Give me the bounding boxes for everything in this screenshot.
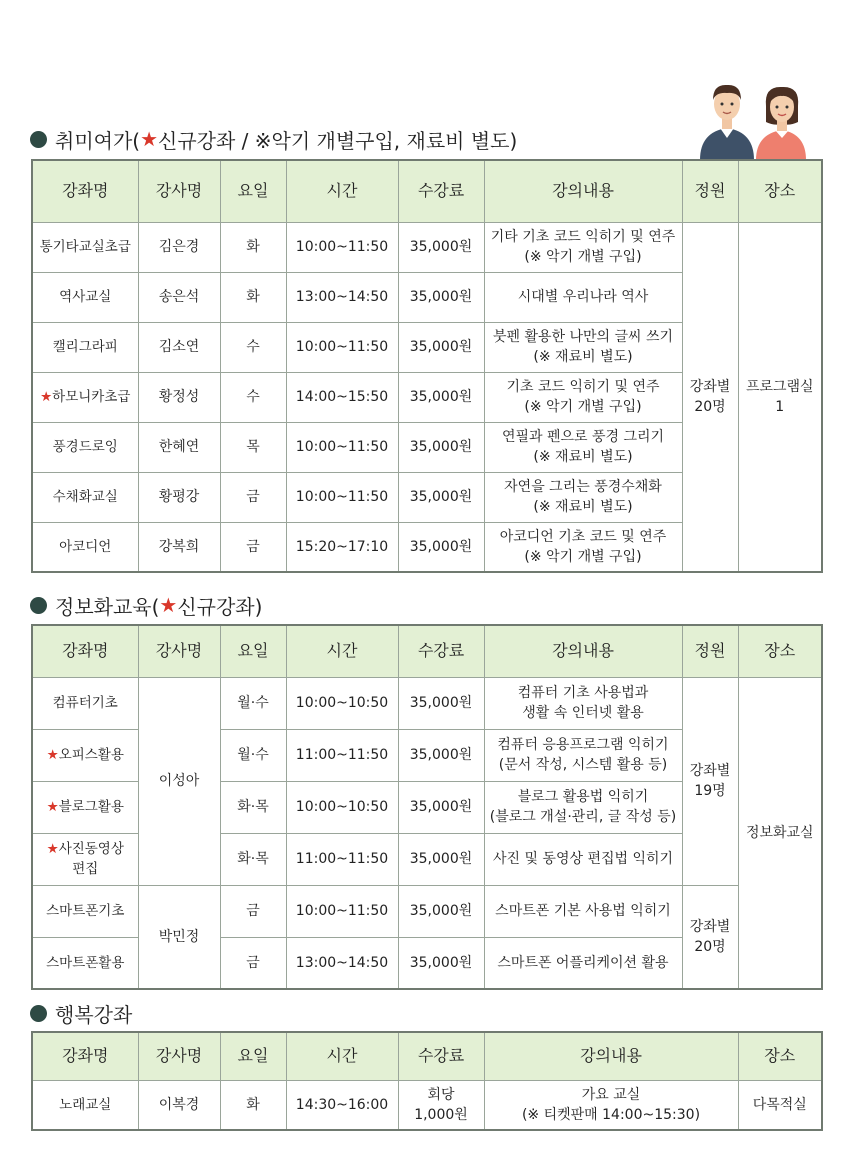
content-line1: 사진 및 동영상 편집법 익히기 (492, 851, 674, 867)
course-name (32, 677, 138, 729)
star-icon: ★ (46, 841, 59, 857)
course-name (32, 937, 138, 989)
capacity-line2: 20명 (694, 398, 726, 415)
day: 월·수 (220, 677, 286, 729)
title-suffix: 신규강좌 / ※악기 개별구입, 재료비 별도) (158, 128, 518, 153)
header-cell: 장소 (738, 160, 822, 222)
fee: 35,000원 (398, 472, 484, 522)
content (484, 472, 682, 522)
header-cell: 요일 (220, 1032, 286, 1080)
place: 정보화교실 (738, 677, 822, 989)
content-line2: 생활 속 인터넷 활용 (522, 705, 644, 721)
content-line1: 기타 기초 코드 익히기 및 연주 (490, 229, 676, 245)
fee-line1: 회당 (427, 1086, 455, 1103)
content-line2: (※ 악기 개별 구입) (524, 548, 642, 565)
course-name (32, 781, 138, 833)
content-line2: (블로그 개설·관리, 글 작성 등) (489, 809, 677, 825)
star-icon: ★ (40, 389, 53, 405)
table-header-row (32, 160, 822, 222)
header-cell: 강좌명 (32, 1032, 138, 1080)
content-line1: 기초 코드 익히기 및 연주 (506, 379, 660, 395)
course-name-text: 하모니카초급 (52, 389, 131, 405)
fee: 35,000원 (398, 677, 484, 729)
title-suffix: 신규강좌) (177, 594, 263, 619)
title-prefix: 취미여가( (55, 128, 141, 153)
bullet-dot-icon (30, 597, 47, 614)
capacity (682, 222, 738, 572)
course-name (32, 422, 138, 472)
fee: 35,000원 (398, 522, 484, 572)
course-name-text: 스마트폰기초 (46, 903, 125, 919)
fee: 35,000원 (398, 885, 484, 937)
content-line2: (※ 재료비 별도) (533, 499, 633, 515)
table-row (32, 677, 822, 729)
day: 금 (220, 472, 286, 522)
content (484, 222, 682, 272)
header-cell: 강사명 (138, 625, 220, 677)
teacher-name: 김소연 (138, 322, 220, 372)
course-name (32, 729, 138, 781)
capacity-line2: 19명 (694, 783, 726, 799)
time: 10:00~11:50 (286, 422, 398, 472)
fee: 35,000원 (398, 729, 484, 781)
content-line2: (문서 작성, 시스템 활용 등) (498, 757, 668, 773)
header-cell: 강의내용 (484, 625, 682, 677)
day: 수 (220, 322, 286, 372)
time: 14:00~15:50 (286, 372, 398, 422)
section-title-happy (30, 998, 132, 1028)
day: 화·목 (220, 833, 286, 885)
header-cell: 정원 (682, 625, 738, 677)
course-name-line2: 편집 (72, 861, 99, 877)
header-cell: 수강료 (398, 625, 484, 677)
capacity-line1: 강좌별 (689, 378, 731, 395)
day: 목 (220, 422, 286, 472)
course-name-text: 블로그활용 (58, 799, 124, 815)
fee: 35,000원 (398, 372, 484, 422)
star-icon: ★ (46, 799, 59, 815)
table-row (32, 1080, 822, 1130)
content-line1: 컴퓨터 응용프로그램 익히기 (497, 737, 669, 753)
table-row (32, 885, 822, 937)
header-cell: 요일 (220, 625, 286, 677)
content-line1: 붓펜 활용한 나만의 글씨 쓰기 (492, 329, 674, 345)
header-cell: 강좌명 (32, 160, 138, 222)
time: 10:00~11:50 (286, 472, 398, 522)
capacity-line2: 20명 (694, 938, 726, 955)
time: 14:30~16:00 (286, 1080, 398, 1130)
header-cell: 강좌명 (32, 625, 138, 677)
section-title-it (30, 590, 262, 620)
capacity-line1: 강좌별 (689, 763, 731, 779)
time: 15:20~17:10 (286, 522, 398, 572)
content-line2: (※ 악기 개별 구입) (524, 399, 642, 415)
table-row (32, 222, 822, 272)
content-line2: (※ 재료비 별도) (533, 349, 633, 365)
day: 수 (220, 372, 286, 422)
content (484, 781, 682, 833)
happy-table (31, 1031, 823, 1131)
day: 금 (220, 885, 286, 937)
header-cell: 시간 (286, 625, 398, 677)
course-name-text: 스마트폰활용 (46, 954, 125, 971)
table-header-row (32, 625, 822, 677)
content-line2: (※ 악기 개별 구입) (524, 249, 642, 265)
bullet-dot-icon (30, 131, 47, 148)
section-title-hobby (30, 124, 517, 154)
star-icon: ★ (159, 593, 178, 617)
header-cell: 시간 (286, 160, 398, 222)
fee: 35,000원 (398, 937, 484, 989)
people-illustration (700, 82, 808, 160)
header-cell: 강의내용 (484, 1032, 738, 1080)
table-header-row (32, 1032, 822, 1080)
fee-line2: 1,000원 (414, 1106, 468, 1123)
day: 금 (220, 937, 286, 989)
content (484, 422, 682, 472)
course-name (32, 322, 138, 372)
header-cell: 요일 (220, 160, 286, 222)
header-cell: 장소 (738, 625, 822, 677)
teacher-name: 이복경 (138, 1080, 220, 1130)
course-name-text: 오피스활용 (58, 747, 124, 763)
time: 13:00~14:50 (286, 272, 398, 322)
content (484, 937, 682, 989)
day: 화 (220, 222, 286, 272)
content-line1: 연필과 펜으로 풍경 그리기 (501, 429, 665, 445)
content-line1: 컴퓨터 기초 사용법과 (517, 685, 649, 701)
course-name-text: 사진동영상 (58, 841, 124, 857)
content (484, 322, 682, 372)
course-name-text: 통기타교실초급 (39, 239, 131, 255)
teacher-name: 송은석 (138, 272, 220, 322)
course-name (32, 222, 138, 272)
place: 다목적실 (738, 1080, 822, 1130)
title-text: 행복강좌 (55, 1002, 133, 1027)
header-cell: 장소 (738, 1032, 822, 1080)
content (484, 729, 682, 781)
time: 10:00~11:50 (286, 885, 398, 937)
header-cell: 강사명 (138, 160, 220, 222)
course-name-text: 캘리그라피 (52, 339, 118, 355)
day: 화·목 (220, 781, 286, 833)
course-name-text: 풍경드로잉 (52, 439, 118, 455)
day: 금 (220, 522, 286, 572)
content (484, 833, 682, 885)
fee: 35,000원 (398, 322, 484, 372)
content (484, 885, 682, 937)
fee: 35,000원 (398, 222, 484, 272)
fee: 35,000원 (398, 833, 484, 885)
fee: 35,000원 (398, 781, 484, 833)
header-cell: 강의내용 (484, 160, 682, 222)
fee: 35,000원 (398, 422, 484, 472)
course-name (32, 472, 138, 522)
teacher-name: 강복희 (138, 522, 220, 572)
content-line1: 스마트폰 기본 사용법 익히기 (495, 903, 671, 919)
place: 프로그램실1 (738, 222, 822, 572)
course-name (32, 885, 138, 937)
bullet-dot-icon (30, 1005, 47, 1022)
content-line1: 자연을 그리는 풍경수채화 (504, 479, 662, 495)
time: 13:00~14:50 (286, 937, 398, 989)
course-name-text: 아코디언 (59, 538, 112, 555)
star-icon: ★ (46, 747, 59, 763)
day: 월·수 (220, 729, 286, 781)
content-line2: (※ 티켓판매 14:00~15:30) (521, 1106, 701, 1123)
header-cell: 수강료 (398, 160, 484, 222)
capacity-line1: 강좌별 (689, 918, 731, 935)
teacher-name: 한혜연 (138, 422, 220, 472)
content-line1: 블로그 활용법 익히기 (517, 789, 649, 805)
teacher-name: 황평강 (138, 472, 220, 522)
header-cell: 수강료 (398, 1032, 484, 1080)
capacity (682, 885, 738, 989)
content-line1: 아코디언 기초 코드 및 연주 (499, 528, 667, 545)
hobby-table (31, 159, 823, 573)
time: 11:00~11:50 (286, 729, 398, 781)
day: 화 (220, 272, 286, 322)
course-name: 노래교실 (32, 1080, 138, 1130)
teacher-name: 이성아 (138, 677, 220, 885)
course-name (32, 372, 138, 422)
content-line2: (※ 재료비 별도) (533, 449, 633, 465)
fee (398, 1080, 484, 1130)
time: 10:00~11:50 (286, 222, 398, 272)
it-table (31, 624, 823, 990)
content (484, 372, 682, 422)
time: 10:00~10:50 (286, 781, 398, 833)
time: 11:00~11:50 (286, 833, 398, 885)
star-icon: ★ (140, 127, 159, 151)
day: 화 (220, 1080, 286, 1130)
course-name-text: 컴퓨터기초 (52, 695, 118, 711)
header-cell: 시간 (286, 1032, 398, 1080)
course-name (32, 833, 138, 885)
content (484, 522, 682, 572)
time: 10:00~10:50 (286, 677, 398, 729)
header-cell: 정원 (682, 160, 738, 222)
fee: 35,000원 (398, 272, 484, 322)
content-line1: 스마트폰 어플리케이션 활용 (497, 954, 669, 971)
course-name-text: 역사교실 (59, 289, 112, 305)
title-prefix: 정보화교육( (55, 594, 160, 619)
teacher-name: 황정성 (138, 372, 220, 422)
content (484, 272, 682, 322)
content-line1: 가요 교실 (581, 1086, 641, 1103)
content-line1: 시대별 우리나라 역사 (517, 289, 649, 305)
content (484, 677, 682, 729)
capacity (682, 677, 738, 885)
content (484, 1080, 738, 1130)
course-name (32, 522, 138, 572)
time: 10:00~11:50 (286, 322, 398, 372)
teacher-name: 박민정 (138, 885, 220, 989)
course-name-text: 수채화교실 (52, 489, 118, 505)
header-cell: 강사명 (138, 1032, 220, 1080)
teacher-name: 김은경 (138, 222, 220, 272)
course-name (32, 272, 138, 322)
